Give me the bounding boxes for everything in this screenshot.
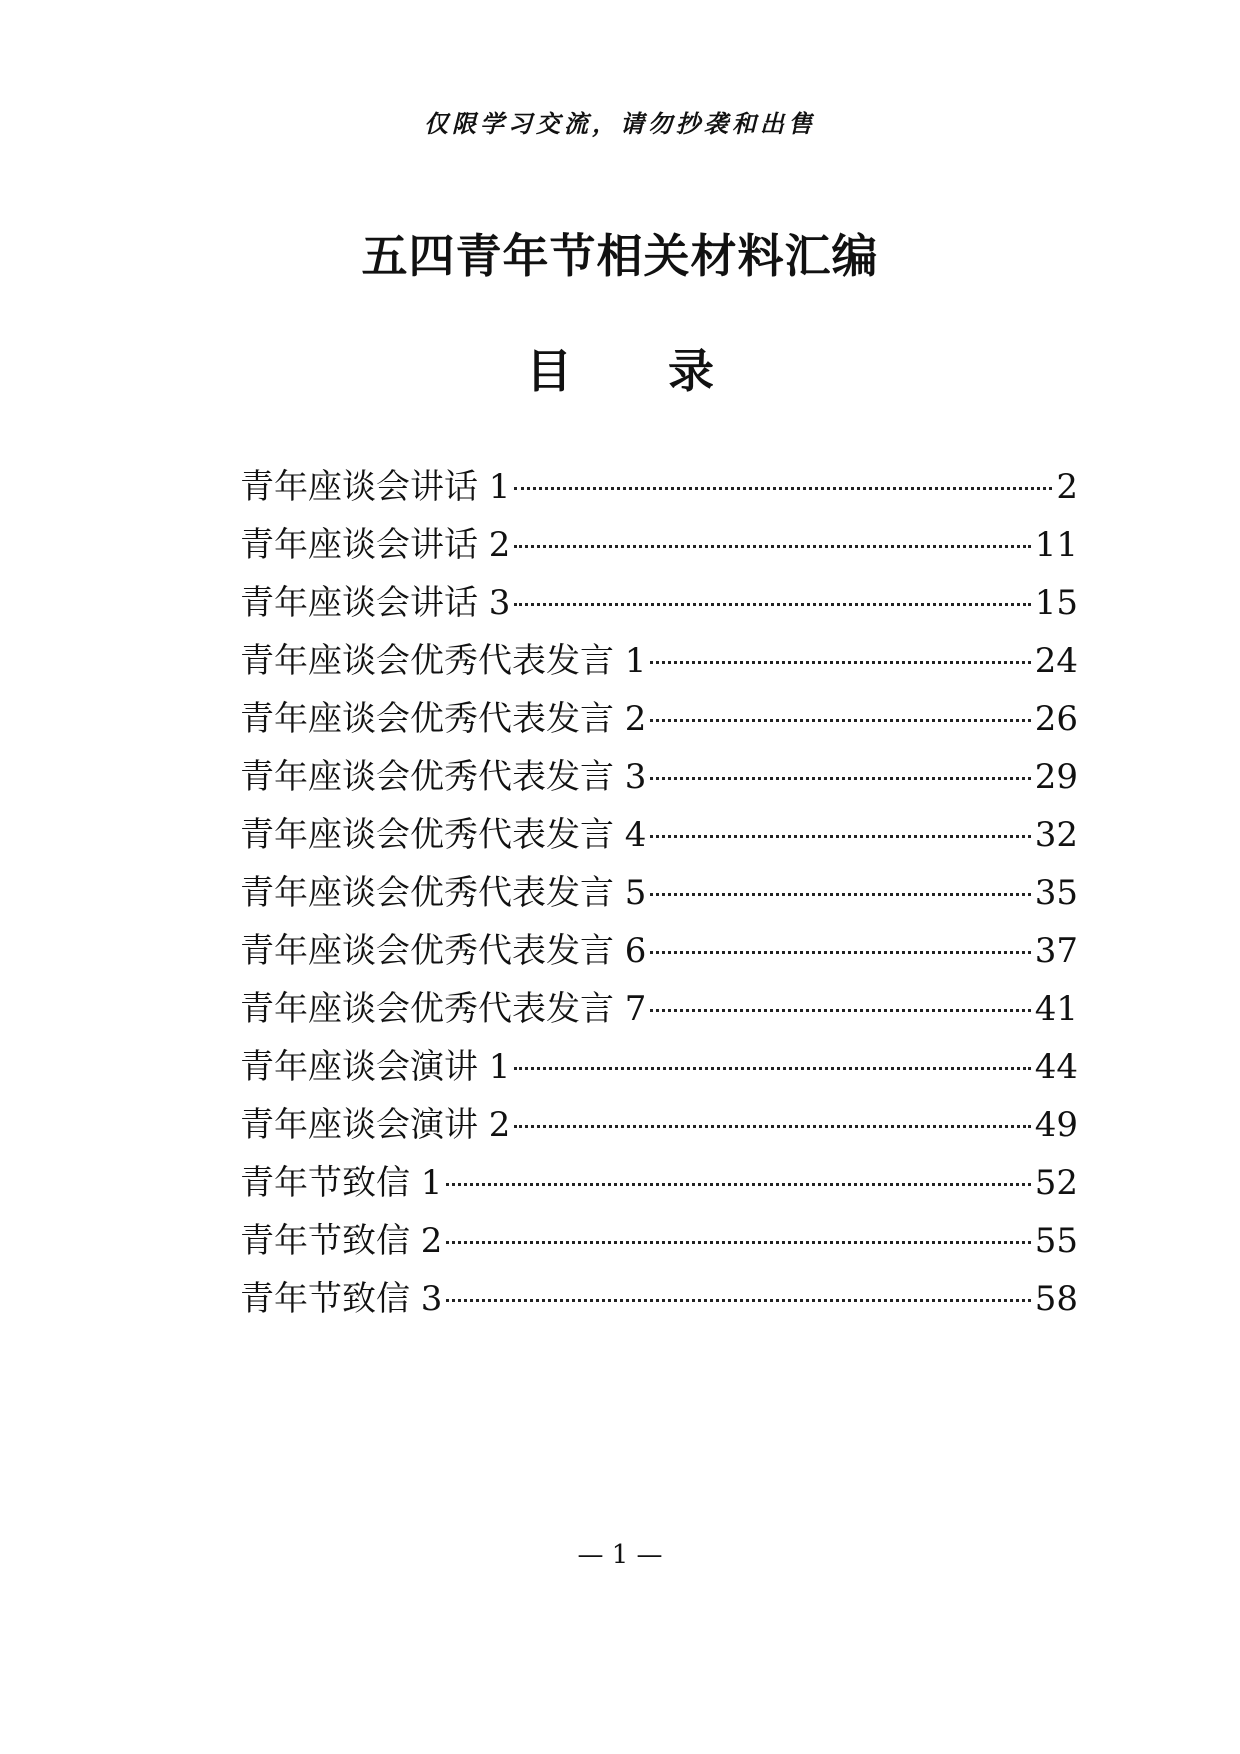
toc-dot-leader xyxy=(650,719,1030,722)
toc-entry-label: 青年座谈会讲话 1 xyxy=(240,467,511,507)
toc-entry-label: 青年节致信 2 xyxy=(240,1221,443,1261)
toc-entry[interactable] xyxy=(240,1212,1078,1270)
toc-entry[interactable] xyxy=(240,690,1078,748)
toc-entry-page: 11 xyxy=(1034,525,1078,565)
table-of-contents xyxy=(240,458,1078,1328)
toc-entry[interactable] xyxy=(240,1038,1078,1096)
toc-entry-page: 32 xyxy=(1034,815,1078,855)
toc-entry[interactable] xyxy=(240,806,1078,864)
toc-entry-page: 37 xyxy=(1034,931,1078,971)
toc-entry[interactable] xyxy=(240,516,1078,574)
toc-dot-leader xyxy=(514,1125,1030,1128)
toc-dot-leader xyxy=(650,1009,1030,1012)
toc-entry-label: 青年座谈会优秀代表发言 2 xyxy=(240,699,647,739)
toc-dot-leader xyxy=(446,1183,1030,1186)
toc-entry[interactable] xyxy=(240,864,1078,922)
toc-entry-label: 青年座谈会优秀代表发言 6 xyxy=(240,931,647,971)
toc-dot-leader xyxy=(514,545,1030,548)
toc-entry-label: 青年座谈会优秀代表发言 4 xyxy=(240,815,647,855)
toc-entry-label: 青年座谈会优秀代表发言 7 xyxy=(240,989,647,1029)
toc-dot-leader xyxy=(650,835,1030,838)
document-title: 五四青年节相关材料汇编 xyxy=(361,229,879,283)
toc-dot-leader xyxy=(446,1299,1030,1302)
toc-entry-page: 41 xyxy=(1034,989,1078,1029)
toc-entry-page: 55 xyxy=(1034,1221,1078,1261)
toc-entry-page: 2 xyxy=(1056,467,1078,507)
toc-entry[interactable] xyxy=(240,1270,1078,1328)
toc-entry-page: 24 xyxy=(1034,641,1078,681)
toc-entry[interactable] xyxy=(240,980,1078,1038)
toc-entry[interactable] xyxy=(240,574,1078,632)
toc-entry-label: 青年座谈会演讲 1 xyxy=(240,1047,511,1087)
toc-entry-page: 49 xyxy=(1034,1105,1078,1145)
toc-entry[interactable] xyxy=(240,922,1078,980)
toc-dot-leader xyxy=(650,951,1030,954)
toc-entry-label: 青年座谈会讲话 2 xyxy=(240,525,511,565)
toc-dot-leader xyxy=(650,893,1030,896)
toc-entry-page: 29 xyxy=(1034,757,1078,797)
toc-entry[interactable] xyxy=(240,632,1078,690)
toc-entry[interactable] xyxy=(240,748,1078,806)
toc-entry-page: 26 xyxy=(1034,699,1078,739)
toc-entry-label: 青年座谈会演讲 2 xyxy=(240,1105,511,1145)
toc-entry-page: 35 xyxy=(1034,873,1078,913)
toc-heading: 目 录 xyxy=(525,344,754,398)
toc-entry-label: 青年座谈会优秀代表发言 3 xyxy=(240,757,647,797)
toc-dot-leader xyxy=(650,777,1030,780)
toc-entry[interactable] xyxy=(240,1154,1078,1212)
toc-dot-leader xyxy=(650,661,1030,664)
toc-dot-leader xyxy=(514,487,1052,490)
toc-entry-label: 青年节致信 3 xyxy=(240,1279,443,1319)
toc-entry[interactable] xyxy=(240,1096,1078,1154)
toc-entry-page: 44 xyxy=(1034,1047,1078,1087)
toc-entry-label: 青年座谈会优秀代表发言 1 xyxy=(240,641,647,681)
toc-dot-leader xyxy=(514,603,1030,606)
toc-entry-page: 52 xyxy=(1034,1163,1078,1203)
toc-dot-leader xyxy=(446,1241,1030,1244)
toc-entry-label: 青年座谈会优秀代表发言 5 xyxy=(240,873,647,913)
header-note: 仅限学习交流，请勿抄袭和出售 xyxy=(424,109,816,138)
toc-entry-page: 15 xyxy=(1034,583,1078,623)
toc-entry-label: 青年座谈会讲话 3 xyxy=(240,583,511,623)
toc-entry-label: 青年节致信 1 xyxy=(240,1163,443,1203)
toc-dot-leader xyxy=(514,1067,1030,1070)
toc-entry[interactable] xyxy=(240,458,1078,516)
page-number: — 1 — xyxy=(577,1540,663,1570)
toc-entry-page: 58 xyxy=(1034,1279,1078,1319)
